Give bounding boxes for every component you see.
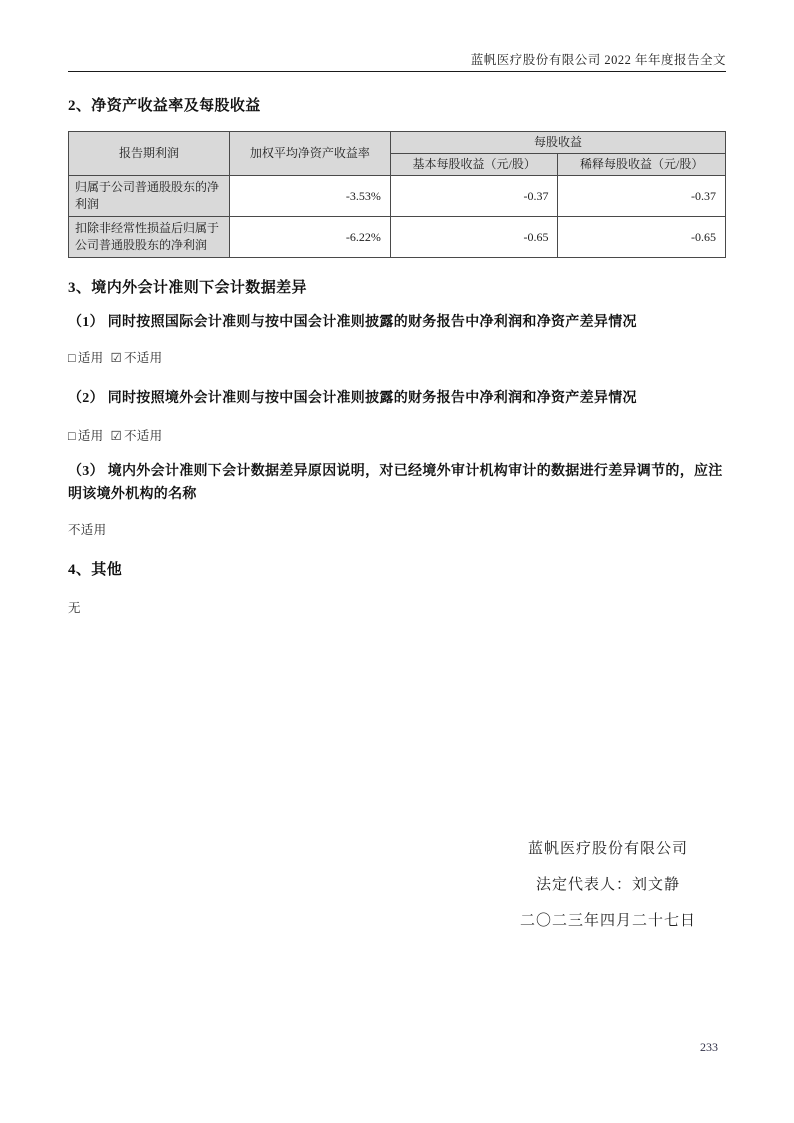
table-header-row-1 — [69, 132, 726, 154]
signature-date: 二〇二三年四月二十七日 — [519, 913, 696, 929]
basic-eps-cell: -0.65 — [390, 217, 558, 258]
section-3-heading: 3、境内外会计准则下会计数据差异 — [68, 280, 307, 296]
not-applicable-label: 不适用 — [123, 429, 163, 443]
not-applicable-label: 不适用 — [123, 351, 163, 365]
roe-eps-table-wrapper — [68, 131, 726, 258]
page-number: 233 — [700, 1040, 718, 1054]
table-row — [69, 217, 726, 258]
diluted-eps-cell: -0.37 — [558, 176, 726, 217]
applicable-label: 适用 — [77, 429, 104, 443]
checkbox-unchecked-icon: □ — [68, 429, 76, 443]
section-3-sub-3-heading: （3） 境内外会计准则下会计数据差异原因说明，对已经境外审计机构审计的数据进行差异调节的，应注明该境外机构的名称 — [68, 464, 723, 502]
report-header-title: 蓝帆医疗股份有限公司 2022 年年度报告全文 — [470, 53, 726, 67]
not-applicable-note: 不适用 — [68, 523, 107, 537]
section-3-sub-2-heading: （2） 同时按照境外会计准则与按中国会计准则披露的财务报告中净利润和净资产差异情况 — [68, 391, 637, 406]
applicability-line-2 — [68, 426, 726, 444]
row-label-cell: 扣除非经常性损益后归属于公司普通股股东的净利润 — [69, 217, 230, 258]
signature-company: 蓝帆医疗股份有限公司 — [527, 841, 688, 857]
signature-block — [488, 831, 728, 939]
section-2-heading: 2、净资产收益率及每股收益 — [68, 98, 261, 114]
none-note: 无 — [68, 601, 81, 615]
col-header-basic-eps: 基本每股收益（元/股） — [390, 154, 558, 176]
roe-value-cell: -3.53% — [229, 176, 390, 217]
diluted-eps-cell: -0.65 — [558, 217, 726, 258]
checkbox-checked-icon: ☑ — [110, 429, 122, 443]
row-label-cell: 归属于公司普通股股东的净利润 — [69, 176, 230, 217]
col-header-report-profit: 报告期利润 — [69, 132, 230, 176]
signature-representative: 法定代表人：刘文静 — [535, 877, 680, 893]
col-header-diluted-eps: 稀释每股收益（元/股） — [558, 154, 726, 176]
applicability-line-1 — [68, 348, 726, 366]
table-row — [69, 176, 726, 217]
header-divider — [68, 71, 726, 72]
section-3-sub-1-heading: （1） 同时按照国际会计准则与按中国会计准则披露的财务报告中净利润和净资产差异情况 — [68, 315, 637, 330]
checkbox-unchecked-icon: □ — [68, 351, 76, 365]
col-header-weighted-roe: 加权平均净资产收益率 — [229, 132, 390, 176]
applicable-label: 适用 — [77, 351, 104, 365]
section-4-heading: 4、其他 — [68, 562, 123, 578]
col-header-eps-group: 每股收益 — [390, 132, 725, 154]
roe-value-cell: -6.22% — [229, 217, 390, 258]
roe-eps-table — [68, 131, 726, 258]
checkbox-checked-icon: ☑ — [110, 351, 122, 365]
basic-eps-cell: -0.37 — [390, 176, 558, 217]
